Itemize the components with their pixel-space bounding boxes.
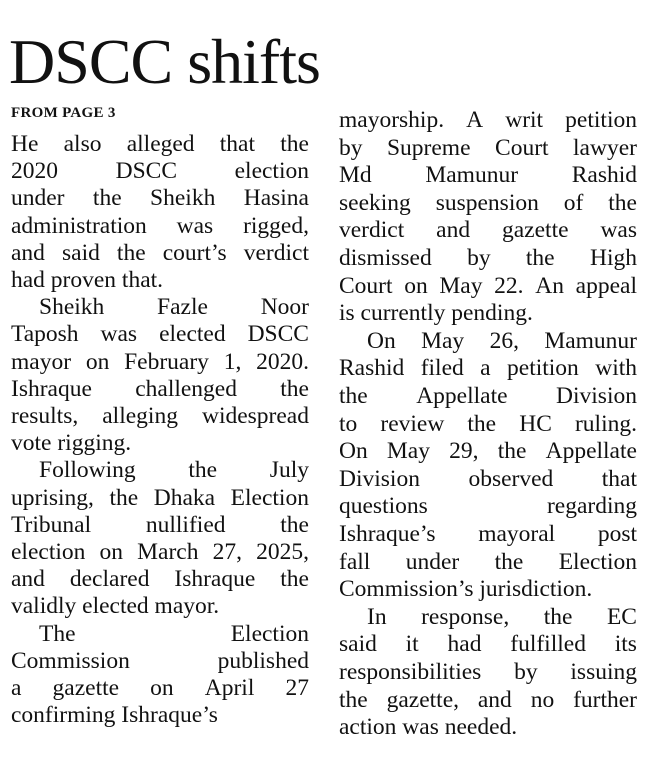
right-text-line: the gazette, and no further [339,686,637,713]
right-text-line: verdict and gazette was [339,217,637,244]
left-text-line: confirming Ishraque’s [11,702,218,729]
right-text-line: Division observed that [339,465,637,492]
right-text-line: Commission’s jurisdiction. [339,576,593,603]
left-text-line: and said the court’s verdict [11,239,309,266]
left-text-line: The Election [39,620,309,647]
right-text-line: said it had fulfilled its [339,631,637,658]
right-text-line: by Supreme Court lawyer [339,134,637,161]
right-text-line: Rashid filed a petition with [339,355,637,382]
left-text-line: validly elected mayor. [11,593,220,620]
left-text-line: Ishraque challenged the [11,375,309,402]
right-text-line: On May 26, Mamunur [367,327,637,354]
left-text-line: and declared Ishraque the [11,566,309,593]
right-text-line: Court on May 22. An appeal [339,272,637,299]
right-text-line: questions regarding [339,493,637,520]
right-text-line: seeking suspension of the [339,189,637,216]
right-text-line: fall under the Election [339,548,637,575]
left-text-line: Tribunal nullified the [11,511,309,538]
right-text-line: action was needed. [339,714,518,741]
right-text-line: dismissed by the High [339,245,637,271]
left-text-line: Commission published [11,647,309,674]
left-text-line: had proven that. [11,267,164,293]
left-text-line: a gazette on April 27 [11,675,309,701]
right-text-line: Ishraque’s mayoral post [339,521,637,547]
left-text-line: under the Sheikh Hasina [11,185,309,212]
right-text-line: Md Mamunur Rashid [339,162,637,189]
left-text-line: uprising, the Dhaka Election [11,484,309,511]
left-text-line: He also alleged that the [11,131,309,157]
left-text-line: 2020 DSCC election [11,158,309,185]
right-text-line: In response, the EC [367,603,637,630]
left-text-line: mayor on February 1, 2020. [11,348,309,375]
right-text-line: to review the HC ruling. [339,410,637,437]
left-text-line: results, alleging widespread [11,403,309,429]
left-text-line: vote rigging. [11,430,132,457]
right-text-line: the Appellate Division [339,383,637,409]
right-text-line: mayorship. A writ petition [339,107,637,133]
headline: DSCC shifts [9,26,320,97]
left-text-line: Taposh was elected DSCC [11,321,309,348]
left-text-line: administration was rigged, [11,212,309,239]
left-text-line: Following the July [39,457,309,484]
right-text-line: responsibilities by issuing [339,659,637,685]
right-text-line: is currently pending. [339,300,533,327]
left-text-line: election on March 27, 2025, [11,539,309,565]
right-text-line: On May 29, the Appellate [339,438,637,465]
left-text-line: Sheikh Fazle Noor [39,294,309,321]
kicker-from-page: FROM PAGE 3 [11,105,116,121]
